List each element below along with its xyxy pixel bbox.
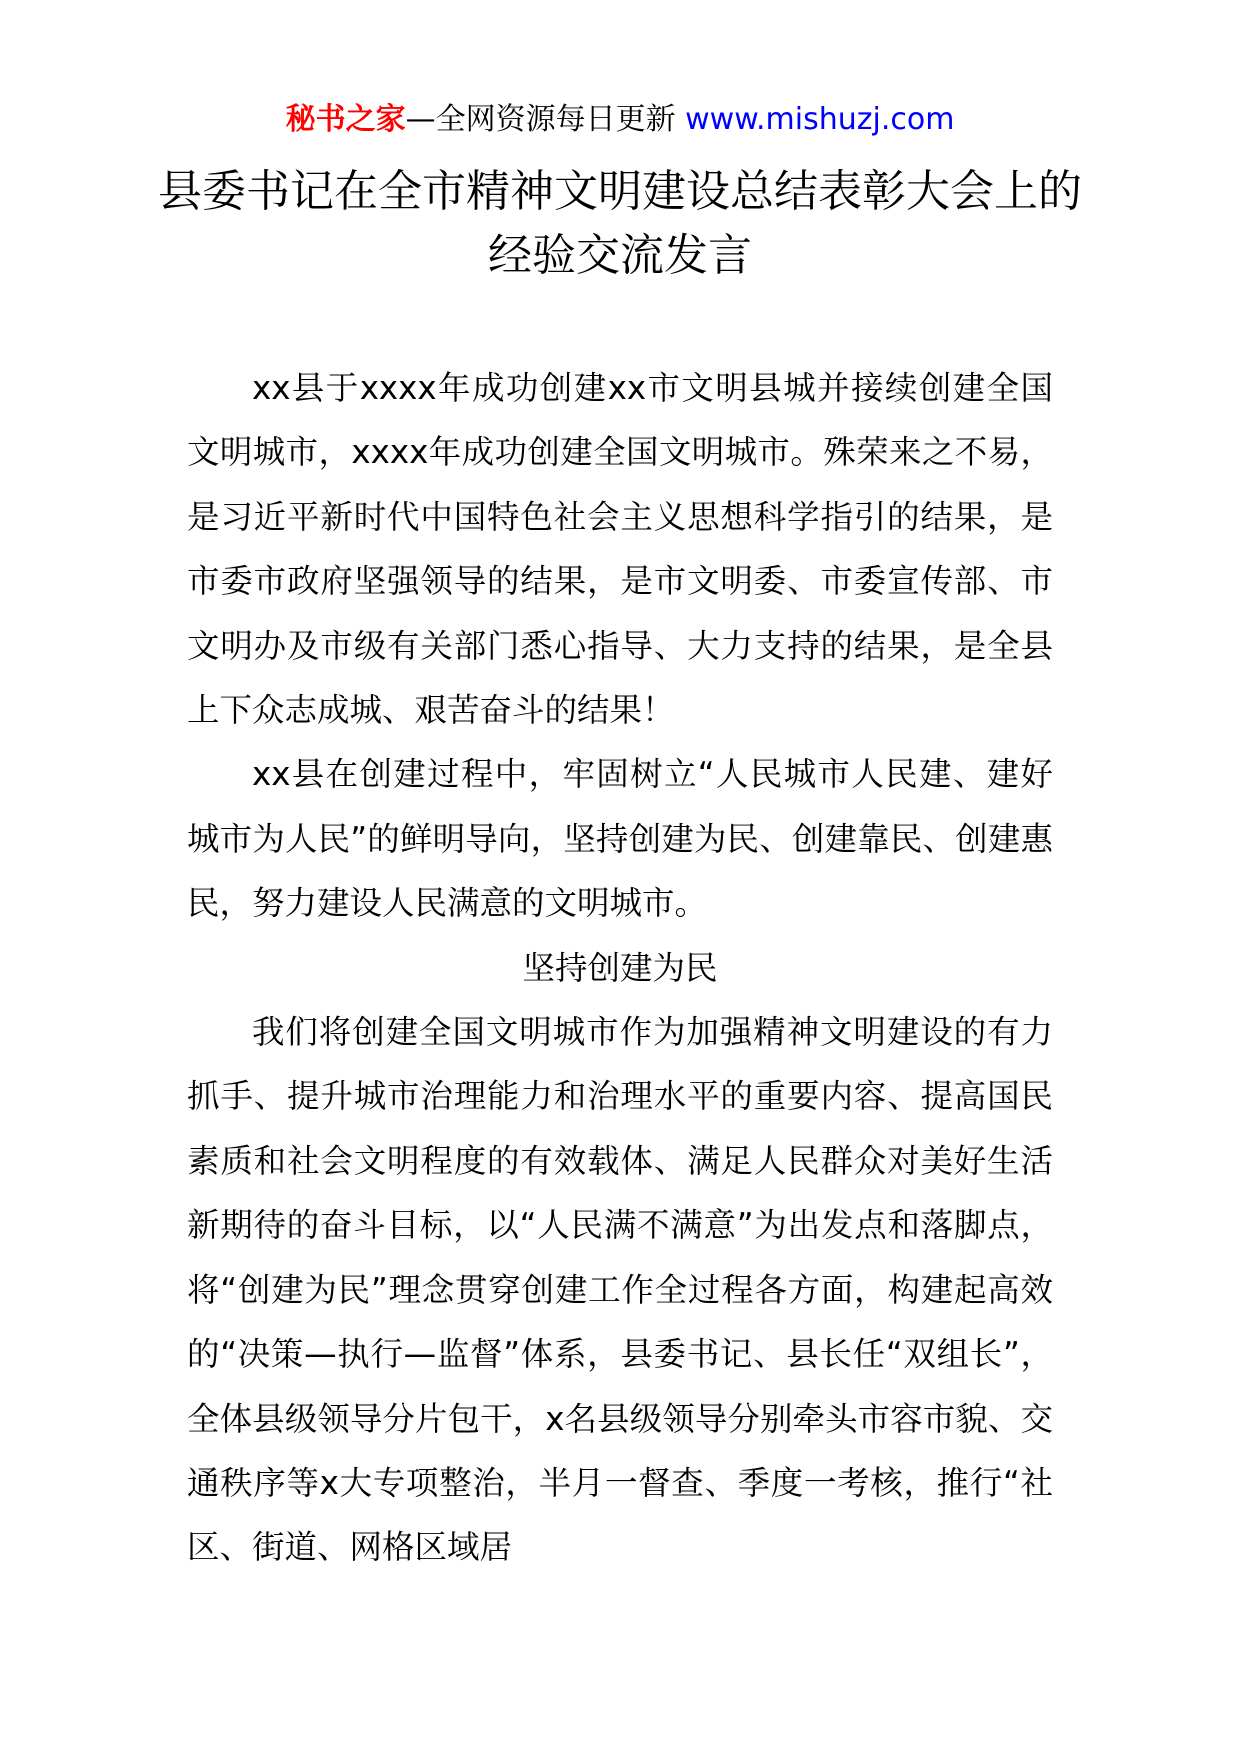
site-url-link[interactable]: www.mishuzj.com	[685, 102, 955, 137]
document-title: 县委书记在全市精神文明建设总结表彰大会上的经验交流发言	[158, 166, 1082, 281]
paragraph-section: 我们将创建全国文明城市作为加强精神文明建设的有力抓手、提升城市治理能力和治理水平的重要内容、提高国民素质和社会文明程度的有效载体、满足人民群众对美好生活新期待的奋斗目标，以“人民满不满意”为出发点和落脚点，将“创建为民”理念贯穿创建工作全过程各方面，构建起高效的“决策—执行—监督”体系，县委书记、县长任“双组长”，全体县级领导分片包干，x名县级领导分别牵头市容市貌、交通秩序等x大专项整治，半月一督查、季度一考核，推行“社区、街道、网格区域居	[187, 1013, 1053, 1567]
brand-name: 秘书之家	[285, 102, 406, 137]
header-tagline: —全网资源每日更新	[405, 102, 686, 137]
paragraph-intro: xx县于xxxx年成功创建xx市文明县城并接续创建全国文明城市，xxxx年成功创建全国文明城市。殊荣来之不易，是习近平新时代中国特色社会主义思想科学指引的结果，是市委市政府坚强领导的结果，是市文明委、市委宣传部、市文明办及市级有关部门悉心指导、大力支持的结果，是全县上下众志成城、艰苦奋斗的结果！	[187, 369, 1053, 730]
document-body	[187, 356, 1053, 1580]
site-header	[0, 100, 1240, 140]
paragraph-orientation: xx县在创建过程中，牢固树立“人民城市人民建、建好城市为人民”的鲜明导向，坚持创建为民、创建靠民、创建惠民，努力建设人民满意的文明城市。	[187, 755, 1053, 923]
section-heading: 坚持创建为民	[522, 948, 718, 987]
